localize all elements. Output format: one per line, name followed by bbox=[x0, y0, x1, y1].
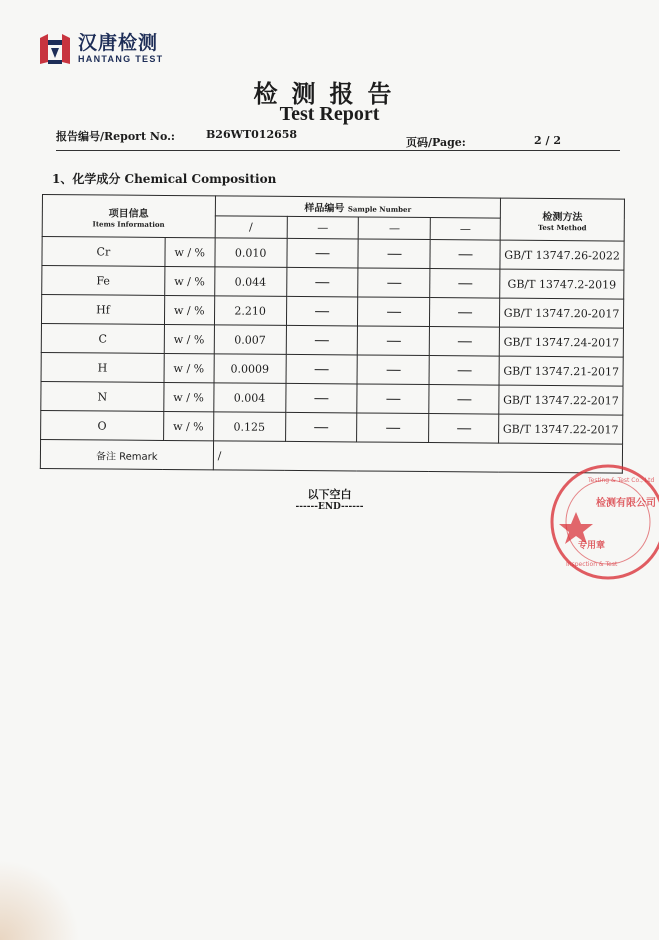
dash-mark bbox=[315, 340, 329, 341]
sample-column-header: — bbox=[359, 217, 431, 240]
value-cell: 0.0009 bbox=[214, 354, 286, 384]
dash-mark bbox=[316, 253, 330, 254]
title-chinese: 检测报告 bbox=[253, 80, 406, 108]
svg-text:Inspection & Test: Inspection & Test bbox=[566, 561, 618, 568]
empty-sample-cell bbox=[286, 267, 358, 297]
method-cell: GB/T 13747.21-2017 bbox=[499, 356, 623, 386]
empty-sample-cell bbox=[357, 384, 429, 414]
empty-sample-cell bbox=[287, 238, 359, 268]
empty-sample-cell bbox=[429, 414, 499, 444]
dash-mark bbox=[387, 312, 401, 313]
method-cell: GB/T 13747.2-2019 bbox=[500, 269, 624, 299]
dash-mark bbox=[315, 311, 329, 312]
empty-sample-cell bbox=[429, 385, 499, 415]
empty-sample-cell bbox=[357, 413, 429, 443]
logo-chinese-name: 汉唐检测 bbox=[78, 32, 159, 54]
method-cell: GB/T 13747.22-2017 bbox=[499, 414, 623, 444]
dash-mark bbox=[314, 398, 328, 399]
end-marker-english: ------END------ bbox=[295, 502, 364, 512]
report-number-value: B26WT012658 bbox=[206, 128, 298, 141]
empty-sample-cell bbox=[286, 296, 358, 326]
sample-column-header: — bbox=[430, 218, 500, 241]
empty-sample-cell bbox=[430, 240, 500, 270]
dash-mark bbox=[458, 341, 472, 342]
unit-cell: w / % bbox=[163, 411, 213, 440]
dash-mark bbox=[458, 283, 472, 284]
empty-sample-cell bbox=[358, 326, 430, 356]
unit-cell: w / % bbox=[164, 324, 214, 353]
logo-english-name: HANTANG TEST bbox=[78, 54, 164, 64]
svg-text:专用章: 专用章 bbox=[578, 541, 606, 551]
table-row bbox=[42, 266, 624, 300]
unit-cell: w / % bbox=[164, 295, 214, 324]
element-cell: N bbox=[41, 381, 164, 411]
element-cell: C bbox=[41, 323, 164, 353]
empty-sample-cell bbox=[430, 298, 500, 328]
dash-mark bbox=[387, 283, 401, 284]
sample-column-header: / bbox=[215, 216, 287, 239]
dash-mark bbox=[315, 369, 329, 370]
method-cell: GB/T 13747.20-2017 bbox=[500, 298, 624, 328]
method-cell: GB/T 13747.22-2017 bbox=[499, 385, 623, 415]
empty-sample-cell bbox=[430, 269, 500, 299]
unit-cell: w / % bbox=[164, 353, 214, 382]
end-marker-chinese: 以下空白 bbox=[307, 488, 352, 501]
page-label: 页码/Page: bbox=[406, 136, 466, 149]
empty-sample-cell bbox=[357, 355, 429, 385]
official-seal-stamp bbox=[548, 462, 659, 582]
value-cell: 2.210 bbox=[214, 296, 286, 326]
empty-sample-cell bbox=[358, 239, 430, 269]
report-number-label: 报告编号/Report No.: bbox=[56, 130, 175, 143]
hantang-logo-icon bbox=[38, 32, 72, 66]
empty-sample-cell bbox=[285, 383, 357, 413]
title-english: Test Report bbox=[279, 103, 380, 125]
element-cell: O bbox=[41, 410, 164, 440]
unit-cell: w / % bbox=[164, 382, 214, 411]
dash-mark bbox=[457, 370, 471, 371]
empty-sample-cell bbox=[430, 327, 500, 357]
report-info-line bbox=[56, 124, 618, 152]
empty-sample-cell bbox=[286, 354, 358, 384]
table-row bbox=[42, 237, 624, 271]
value-cell: 0.010 bbox=[215, 238, 287, 268]
dash-mark bbox=[458, 254, 472, 255]
empty-sample-cell bbox=[358, 297, 430, 327]
element-cell: Cr bbox=[42, 237, 165, 267]
empty-sample-cell bbox=[285, 412, 357, 442]
value-cell: 0.125 bbox=[213, 412, 285, 442]
dash-mark bbox=[457, 428, 471, 429]
dash-mark bbox=[457, 399, 471, 400]
table-row bbox=[41, 352, 623, 386]
table-row bbox=[41, 323, 623, 357]
table-row bbox=[41, 295, 623, 329]
dash-mark bbox=[458, 312, 472, 313]
svg-text:Testing & Test Co., Ltd: Testing & Test Co., Ltd bbox=[588, 477, 655, 484]
chemical-composition-table bbox=[40, 194, 625, 474]
page-edge-shadow bbox=[0, 860, 80, 940]
section-heading: 1、化学成分 Chemical Composition bbox=[52, 172, 277, 186]
empty-sample-cell bbox=[286, 325, 358, 355]
sample-column-header: — bbox=[287, 216, 359, 239]
sample-number-header: 样品编号 Sample Number bbox=[215, 196, 501, 218]
table-row bbox=[41, 410, 623, 444]
dash-mark bbox=[315, 282, 329, 283]
dash-mark bbox=[387, 254, 401, 255]
svg-text:检测有限公司: 检测有限公司 bbox=[596, 498, 656, 509]
element-cell: H bbox=[41, 352, 164, 382]
page-value: 2 / 2 bbox=[534, 134, 561, 147]
dash-mark bbox=[386, 428, 400, 429]
dash-mark bbox=[386, 399, 400, 400]
test-method-header: 检测方法 Test Method bbox=[500, 198, 624, 241]
dash-mark bbox=[314, 427, 328, 428]
empty-sample-cell bbox=[429, 356, 499, 386]
value-cell: 0.007 bbox=[214, 325, 286, 355]
items-info-header: 项目信息 Items Information bbox=[42, 195, 215, 238]
table-row bbox=[41, 381, 623, 415]
dash-mark bbox=[387, 341, 401, 342]
report-divider bbox=[56, 150, 620, 151]
method-cell: GB/T 13747.24-2017 bbox=[499, 327, 623, 357]
dash-mark bbox=[386, 370, 400, 371]
remark-label: 备注 Remark bbox=[40, 439, 213, 469]
company-logo bbox=[38, 32, 163, 66]
remark-value: / bbox=[213, 441, 623, 473]
method-cell: GB/T 13747.26-2022 bbox=[500, 240, 624, 270]
unit-cell: w / % bbox=[165, 237, 215, 266]
value-cell: 0.004 bbox=[213, 383, 285, 413]
element-cell: Fe bbox=[42, 266, 165, 296]
element-cell: Hf bbox=[41, 295, 164, 325]
value-cell: 0.044 bbox=[214, 267, 286, 297]
empty-sample-cell bbox=[358, 268, 430, 298]
unit-cell: w / % bbox=[164, 266, 214, 295]
